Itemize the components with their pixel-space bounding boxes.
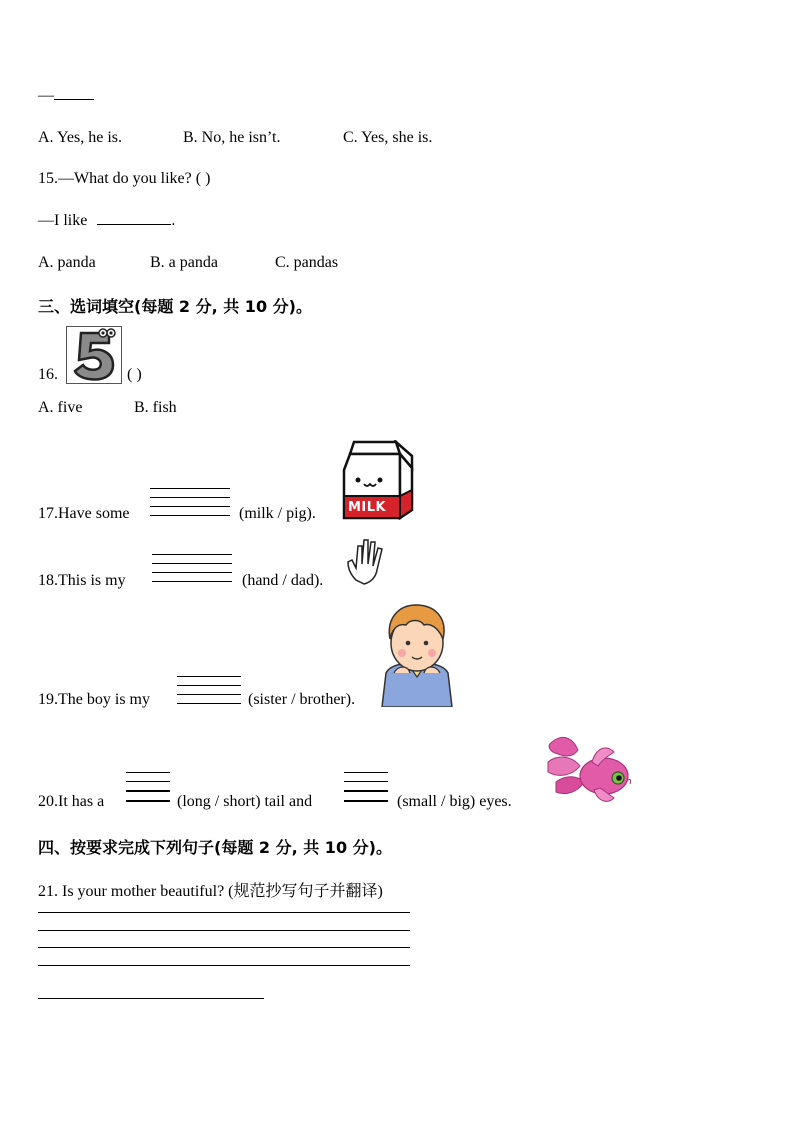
goldfish-icon — [544, 732, 640, 808]
q14-dash: — — [38, 87, 54, 104]
q17-prefix: 17.Have some — [38, 505, 130, 522]
q19-writing-lines[interactable] — [177, 676, 241, 712]
q14-option-b[interactable]: B. No, he isn’t. — [183, 129, 281, 146]
q15-blank[interactable] — [97, 224, 171, 225]
q21-copy-line-4[interactable] — [38, 965, 410, 966]
q14-blank[interactable] — [54, 99, 94, 100]
q20-writing-lines-1[interactable] — [126, 772, 170, 810]
number-five-image — [66, 326, 122, 384]
q15-question: 15.—What do you like? ( ) — [38, 170, 211, 187]
goldfish-image — [544, 732, 640, 808]
q16-option-a[interactable]: A. five — [38, 399, 83, 416]
milk-label: MILK — [348, 500, 387, 515]
q16-option-b[interactable]: B. fish — [134, 399, 177, 416]
q15-answer-line — [38, 212, 175, 230]
q21-question: 21. Is your mother beautiful? (规范抄写句子并翻译) — [38, 883, 383, 900]
q19-choice: (sister / brother). — [248, 691, 356, 708]
q16-paren[interactable]: ( ) — [127, 366, 142, 383]
q20-choice-2: (small / big) eyes. — [397, 793, 512, 810]
q17-writing-lines[interactable] — [150, 488, 230, 524]
boy-icon — [380, 603, 454, 707]
q18-writing-lines[interactable] — [152, 554, 232, 590]
q21-copy-line-3[interactable] — [38, 947, 410, 948]
boy-image — [380, 603, 454, 707]
q15-option-a[interactable]: A. panda — [38, 254, 96, 271]
q14-option-a[interactable]: A. Yes, he is. — [38, 129, 123, 146]
hand-image — [344, 536, 390, 586]
q21-copy-line-2[interactable] — [38, 930, 410, 931]
q16-number: 16. — [38, 366, 58, 383]
number-five-icon — [67, 327, 121, 383]
q15-answer-suffix: . — [171, 212, 176, 229]
section-3-title: 三、选词填空(每题 2 分, 共 10 分)。 — [38, 297, 312, 316]
q15-answer-prefix: —I like — [38, 212, 88, 229]
q17-choice: (milk / pig). — [239, 505, 316, 522]
q15-option-b[interactable]: B. a panda — [150, 254, 218, 271]
section-4-title: 四、按要求完成下列句子(每题 2 分, 共 10 分)。 — [38, 838, 392, 857]
q21-translation-line[interactable] — [38, 998, 264, 999]
q20-choice-1: (long / short) tail and — [177, 793, 313, 810]
hand-icon — [344, 536, 390, 586]
q18-choice: (hand / dad). — [242, 572, 324, 589]
q15-option-c[interactable]: C. pandas — [275, 254, 339, 271]
milk-carton-image — [340, 440, 414, 520]
q18-prefix: 18.This is my — [38, 572, 126, 589]
q20-writing-lines-2[interactable] — [344, 772, 388, 810]
q20-prefix: 20.It has a — [38, 793, 105, 810]
q14-option-c[interactable]: C. Yes, she is. — [343, 129, 433, 146]
q19-prefix: 19.The boy is my — [38, 691, 150, 708]
q14-answer-line — [38, 87, 94, 105]
q21-copy-line-1[interactable] — [38, 912, 410, 913]
